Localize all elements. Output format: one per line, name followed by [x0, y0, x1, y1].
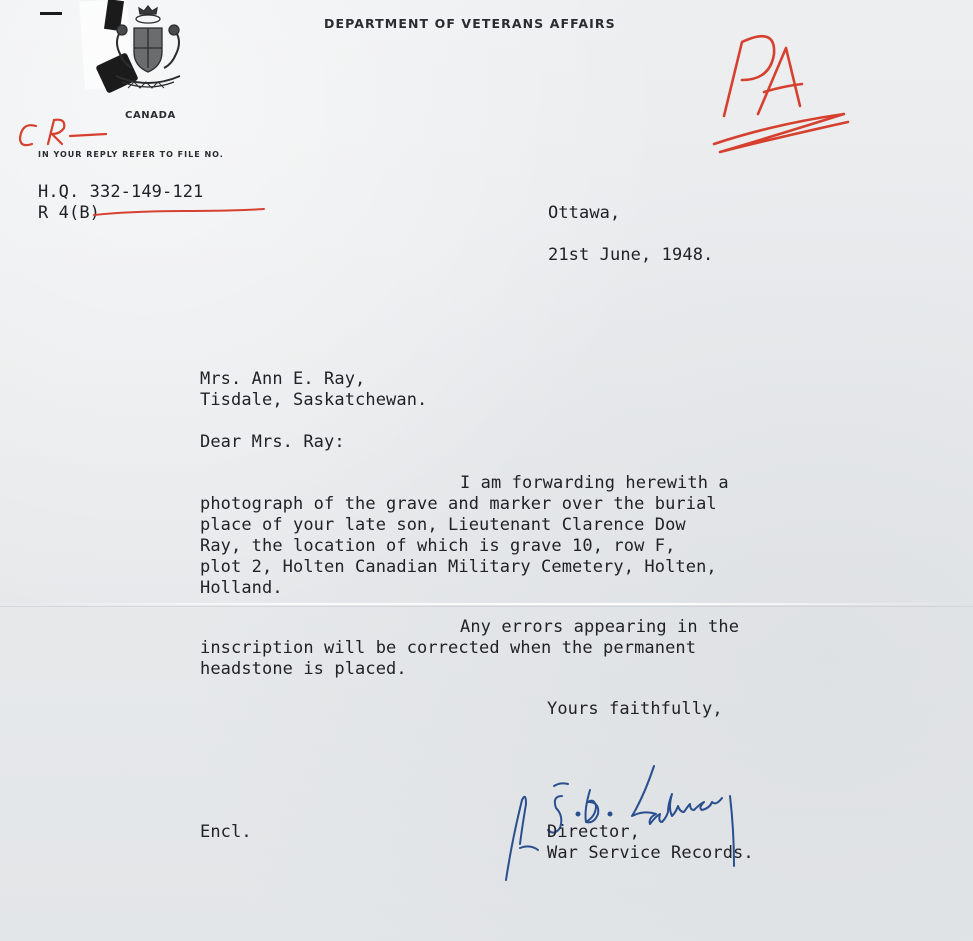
paragraph-1-line-1: I am forwarding herewith a [460, 473, 729, 493]
red-pa-mark [708, 14, 858, 174]
enclosure-note: Encl. [200, 822, 252, 842]
file-reference-line-1: H.Q. 332-149-121 [38, 182, 204, 202]
paragraph-1-line-2: photograph of the grave and marker over the burial [200, 494, 717, 514]
paragraph-2-line-1: Any errors appearing in the [460, 617, 740, 637]
paper-fold-shadow [0, 606, 973, 607]
salutation: Dear Mrs. Ray: [200, 432, 345, 452]
closing: Yours faithfully, [547, 699, 723, 719]
paper-fold-line [0, 603, 973, 605]
paragraph-2-line-3: headstone is placed. [200, 659, 407, 679]
coat-of-arms-icon [108, 2, 188, 98]
red-underline [92, 207, 267, 219]
paragraph-1-line-5: plot 2, Holten Canadian Military Cemetery, Holten, [200, 557, 717, 577]
file-reference-line-2: R 4(B) [38, 203, 101, 223]
punch-mark-left [40, 12, 62, 15]
red-initials-mark [14, 114, 114, 154]
paragraph-1-line-4: Ray, the location of which is grave 10, row F, [200, 536, 676, 556]
signatory-title: Director, [547, 822, 641, 842]
letter-place: Ottawa, [548, 203, 621, 223]
paragraph-2-line-2: inscription will be corrected when the permanent [200, 638, 697, 658]
paragraph-1-line-3: place of your late son, Lieutenant Clarence Dow [200, 515, 686, 535]
recipient-name: Mrs. Ann E. Ray, [200, 369, 366, 389]
letter-date: 21st June, 1948. [548, 245, 714, 265]
country-label: CANADA [125, 110, 176, 121]
reply-reference-instruction: IN YOUR REPLY REFER TO FILE NO. [38, 150, 224, 159]
signatory-office: War Service Records. [547, 843, 754, 863]
handwritten-signature [498, 756, 748, 886]
recipient-address: Tisdale, Saskatchewan. [200, 390, 428, 410]
department-heading: DEPARTMENT OF VETERANS AFFAIRS [324, 16, 616, 31]
paragraph-1-line-6: Holland. [200, 578, 283, 598]
